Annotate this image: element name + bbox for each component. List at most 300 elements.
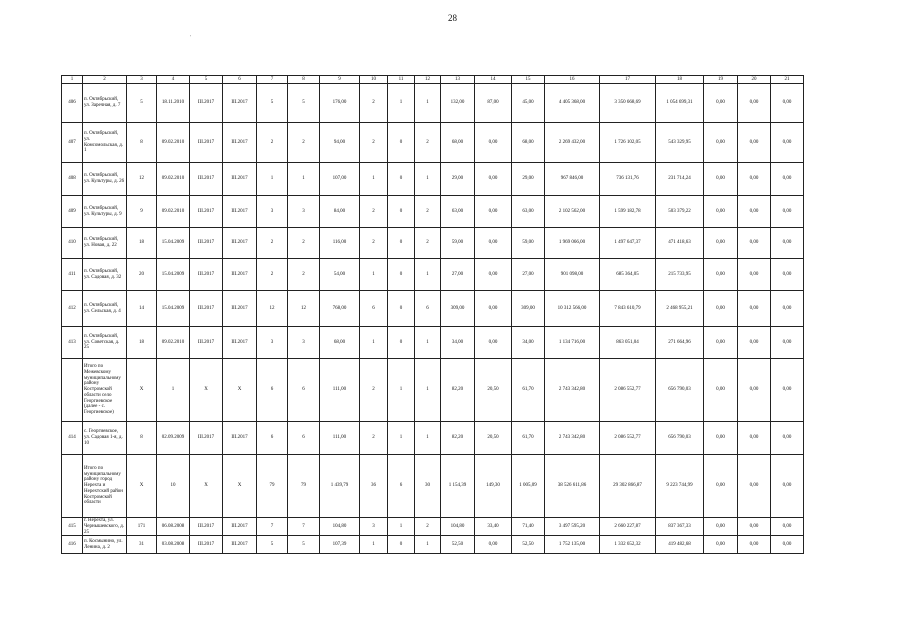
table-cell: 20 xyxy=(127,259,157,291)
table-cell: 2 660 227,87 xyxy=(600,518,656,536)
table-cell: X xyxy=(223,455,257,518)
table-cell: 2 xyxy=(288,259,320,291)
table-cell: 0,00 xyxy=(475,228,512,259)
table-cell: 3 350 668,69 xyxy=(600,84,656,123)
table-cell: 2 xyxy=(415,518,441,536)
table-cell: 0,00 xyxy=(771,359,804,422)
table-cell: 8 xyxy=(127,123,157,163)
table-cell: 1 752 135,00 xyxy=(545,536,600,554)
table-cell: 5 xyxy=(127,84,157,123)
table-cell: 3 497 595,20 xyxy=(545,518,600,536)
table-cell: 10 xyxy=(157,455,190,518)
table-cell: III.2017 xyxy=(223,291,257,327)
table-cell: 0,00 xyxy=(771,196,804,228)
table-cell: 1 xyxy=(415,327,441,359)
table-cell: 61,70 xyxy=(512,359,545,422)
table-cell: 79 xyxy=(288,455,320,518)
table-cell: 94,00 xyxy=(320,123,360,163)
table-cell: 0,00 xyxy=(738,196,771,228)
table-cell: 0,00 xyxy=(738,291,771,327)
table-cell: 0,00 xyxy=(704,84,738,123)
table-cell: 416 xyxy=(62,536,83,554)
table-cell xyxy=(62,359,83,422)
table-cell: 9 xyxy=(127,196,157,228)
table-cell: 84,00 xyxy=(320,196,360,228)
table-cell: 61,70 xyxy=(512,422,545,455)
table-cell: 12 xyxy=(127,163,157,196)
table-cell: 1 726 102,05 xyxy=(600,123,656,163)
table-cell: 7 xyxy=(288,518,320,536)
table-cell: X xyxy=(190,359,223,422)
table-cell: 1 xyxy=(388,359,415,422)
table-cell: 656 790,03 xyxy=(656,359,704,422)
table-cell: 1 xyxy=(415,84,441,123)
table-cell: 59,00 xyxy=(512,228,545,259)
table-cell: 0,00 xyxy=(738,359,771,422)
table-cell: 29,00 xyxy=(512,163,545,196)
table-cell: III.2017 xyxy=(190,327,223,359)
table-cell: 02.09.2009 xyxy=(157,422,190,455)
address-cell: п. Октябрьский, ул. Советская, д. 25 xyxy=(83,327,127,359)
table-cell: 59,00 xyxy=(441,228,475,259)
table-cell: 54,00 xyxy=(320,259,360,291)
table-cell: 0,00 xyxy=(771,455,804,518)
table-cell: 149,30 xyxy=(475,455,512,518)
table-cell: III.2017 xyxy=(223,327,257,359)
table-cell: 09.02.2010 xyxy=(157,196,190,228)
column-number-cell: 1 xyxy=(62,76,83,84)
table-cell: 409 xyxy=(62,196,83,228)
table-body xyxy=(62,76,804,554)
table-cell: 0,00 xyxy=(771,422,804,455)
table-row xyxy=(62,259,804,291)
table-cell: III.2017 xyxy=(223,422,257,455)
table-cell: X xyxy=(223,359,257,422)
table-cell: 0 xyxy=(388,536,415,554)
table-cell: 271 664,96 xyxy=(656,327,704,359)
table-cell: 6 xyxy=(288,359,320,422)
column-number-cell: 10 xyxy=(360,76,388,84)
table-cell: III.2017 xyxy=(223,163,257,196)
table-cell: 1 134 716,00 xyxy=(545,327,600,359)
table-cell: 0,00 xyxy=(704,228,738,259)
table-cell: 36 xyxy=(360,455,388,518)
table-cell: 03.08.2008 xyxy=(157,536,190,554)
table-row xyxy=(62,518,804,536)
table-row xyxy=(62,327,804,359)
table-cell: 1 xyxy=(388,422,415,455)
table-cell: III.2017 xyxy=(190,163,223,196)
table-cell: III.2017 xyxy=(190,84,223,123)
table-cell: 68,00 xyxy=(320,327,360,359)
table-cell: 20,50 xyxy=(475,422,512,455)
table-cell: 0,00 xyxy=(771,228,804,259)
table-cell: 471 418,63 xyxy=(656,228,704,259)
table-cell: 2 xyxy=(288,123,320,163)
column-number-cell: 4 xyxy=(157,76,190,84)
table-cell: 31 xyxy=(127,536,157,554)
column-number-cell: 17 xyxy=(600,76,656,84)
table-cell: III.2017 xyxy=(190,536,223,554)
table-cell: 0,00 xyxy=(738,422,771,455)
table-cell: 0,00 xyxy=(771,123,804,163)
table-cell: 685 364,05 xyxy=(600,259,656,291)
table-cell: 111,00 xyxy=(320,422,360,455)
table-cell: 1 054 699,31 xyxy=(656,84,704,123)
table-cell: III.2017 xyxy=(190,196,223,228)
column-number-cell: 15 xyxy=(512,76,545,84)
table-cell: 52,50 xyxy=(441,536,475,554)
table-cell: 0,00 xyxy=(704,327,738,359)
address-cell: п. Октябрьский, ул. Новая, д. 22 xyxy=(83,228,127,259)
table-cell: 82,20 xyxy=(441,359,475,422)
table-cell: III.2017 xyxy=(223,123,257,163)
column-number-cell: 19 xyxy=(704,76,738,84)
table-cell: 411 xyxy=(62,259,83,291)
table-cell: 30 xyxy=(415,455,441,518)
table-cell: 09.02.2010 xyxy=(157,327,190,359)
table-cell: 0,00 xyxy=(738,163,771,196)
table-cell: 171 xyxy=(127,518,157,536)
table-cell: 2 743 342,80 xyxy=(545,422,600,455)
table-cell: 901 098,00 xyxy=(545,259,600,291)
table-cell: 5 xyxy=(288,536,320,554)
address-cell: Итого по Межевскому муниципальному району Костромской области село Георгиевское (далее - с. Георгиевское) xyxy=(83,359,127,422)
table-cell: 1 xyxy=(415,259,441,291)
table-cell: 107,39 xyxy=(320,536,360,554)
table-cell: 2 xyxy=(360,422,388,455)
table-cell: 0,00 xyxy=(475,196,512,228)
table-cell: 1 xyxy=(288,163,320,196)
table-cell: 419 482,68 xyxy=(656,536,704,554)
table-cell: 116,00 xyxy=(320,228,360,259)
table-cell: 12 xyxy=(288,291,320,327)
table-cell: 2 xyxy=(257,123,288,163)
table-cell: III.2017 xyxy=(190,123,223,163)
table-cell: 2 xyxy=(257,228,288,259)
address-cell: п. Октябрьский, ул. Садовая, д. 32 xyxy=(83,259,127,291)
table-cell: 0,00 xyxy=(704,536,738,554)
table-cell: 34,00 xyxy=(441,327,475,359)
table-cell: 107,00 xyxy=(320,163,360,196)
table-cell: 3 xyxy=(360,518,388,536)
table-cell: 656 790,03 xyxy=(656,422,704,455)
table-cell: 2 xyxy=(257,259,288,291)
table-cell: 6 xyxy=(288,422,320,455)
table-cell: 408 xyxy=(62,163,83,196)
table-cell: 414 xyxy=(62,422,83,455)
table-cell: 5 xyxy=(257,84,288,123)
table-cell: 82,20 xyxy=(441,422,475,455)
table-cell: 1 005,09 xyxy=(512,455,545,518)
table-cell: 0 xyxy=(388,123,415,163)
table-cell: 1 xyxy=(360,536,388,554)
table-cell: 2 269 432,00 xyxy=(545,123,600,163)
table-cell: 3 xyxy=(257,327,288,359)
table-cell: 736 131,76 xyxy=(600,163,656,196)
table-cell: 1 599 182,78 xyxy=(600,196,656,228)
table-cell: 6 xyxy=(360,291,388,327)
table-cell: 27,00 xyxy=(441,259,475,291)
table-cell: 2 xyxy=(360,359,388,422)
table-row xyxy=(62,455,804,518)
table-cell: III.2017 xyxy=(190,228,223,259)
table-cell: III.2017 xyxy=(223,518,257,536)
table-cell: 1 xyxy=(388,84,415,123)
column-number-cell: 6 xyxy=(223,76,257,84)
table-cell: 967 846,00 xyxy=(545,163,600,196)
address-cell: г. Нерехта, ул. Чернышевского, д. 25 xyxy=(83,518,127,536)
table-cell: 1 xyxy=(257,163,288,196)
table-cell: 837 367,33 xyxy=(656,518,704,536)
table-cell: 1 xyxy=(360,259,388,291)
column-number-cell: 7 xyxy=(257,76,288,84)
table-cell: 1 xyxy=(415,163,441,196)
table-cell: 104,80 xyxy=(441,518,475,536)
column-number-cell: 11 xyxy=(388,76,415,84)
table-cell: 0,00 xyxy=(475,259,512,291)
table-cell: 1 332 652,32 xyxy=(600,536,656,554)
table-cell: 29,00 xyxy=(441,163,475,196)
table-cell: 0,00 xyxy=(738,327,771,359)
table-cell xyxy=(62,455,83,518)
table-cell: 8 xyxy=(127,422,157,455)
table-cell: 0 xyxy=(388,291,415,327)
address-cell: с. Георгиевское, ул. Садовая 1-я, д. 10 xyxy=(83,422,127,455)
table-cell: 0,00 xyxy=(771,291,804,327)
table-cell: 0,00 xyxy=(738,536,771,554)
table-cell: 3 xyxy=(288,196,320,228)
table-cell: 15.04.2009 xyxy=(157,259,190,291)
table-row xyxy=(62,163,804,196)
table-cell: 33,40 xyxy=(475,518,512,536)
table-cell: 06.08.2008 xyxy=(157,518,190,536)
table-row xyxy=(62,359,804,422)
column-number-cell: 8 xyxy=(288,76,320,84)
table-cell: 1 xyxy=(415,422,441,455)
table-cell: 309,00 xyxy=(441,291,475,327)
table-cell: 1 969 066,00 xyxy=(545,228,600,259)
address-cell: п. Октябрьский, ул. Культуры, д. 26 xyxy=(83,163,127,196)
table-cell: 0,00 xyxy=(738,84,771,123)
table-cell: 6 xyxy=(388,455,415,518)
table-cell: 63,00 xyxy=(441,196,475,228)
table-cell: 413 xyxy=(62,327,83,359)
table-cell: 410 xyxy=(62,228,83,259)
table-cell: 0 xyxy=(388,163,415,196)
table-cell: 2 xyxy=(360,84,388,123)
table-cell: 2 102 562,00 xyxy=(545,196,600,228)
table-cell: 1 xyxy=(388,518,415,536)
table-cell: 1 xyxy=(415,359,441,422)
column-number-cell: 20 xyxy=(738,76,771,84)
address-cell: п. Октябрьский, ул. Сельская, д. 4 xyxy=(83,291,127,327)
table-cell: 6 xyxy=(415,291,441,327)
table-cell: 0,00 xyxy=(704,163,738,196)
table-cell: 0,00 xyxy=(475,327,512,359)
table-cell: 0 xyxy=(388,228,415,259)
table-cell: 71,40 xyxy=(512,518,545,536)
table-cell: 2 xyxy=(415,228,441,259)
table-cell: 0,00 xyxy=(704,259,738,291)
table-cell: 0 xyxy=(388,259,415,291)
table-cell: 9 223 744,99 xyxy=(656,455,704,518)
table-cell: 5 xyxy=(257,536,288,554)
table-cell: 38 526 611,86 xyxy=(545,455,600,518)
table-cell: 68,00 xyxy=(441,123,475,163)
column-number-cell: 5 xyxy=(190,76,223,84)
table-cell: 2 xyxy=(288,228,320,259)
table-cell: 406 xyxy=(62,84,83,123)
table-cell: 34,00 xyxy=(512,327,545,359)
column-number-cell: 3 xyxy=(127,76,157,84)
table-cell: X xyxy=(127,455,157,518)
table-cell: 309,00 xyxy=(512,291,545,327)
table-cell: 45,00 xyxy=(512,84,545,123)
table-cell: 0,00 xyxy=(704,455,738,518)
column-number-cell: 2 xyxy=(83,76,127,84)
column-number-cell: 18 xyxy=(656,76,704,84)
table-cell: 543 329,95 xyxy=(656,123,704,163)
table-row xyxy=(62,291,804,327)
table-cell: 0,00 xyxy=(475,123,512,163)
table-cell: 111,00 xyxy=(320,359,360,422)
address-cell: п. Октябрьский, ул. Комсомольская, д. 1 xyxy=(83,123,127,163)
table-cell: 0,00 xyxy=(704,518,738,536)
table-cell: III.2017 xyxy=(223,196,257,228)
table-cell: 0,00 xyxy=(704,359,738,422)
table-row xyxy=(62,536,804,554)
table-cell: 14 xyxy=(127,291,157,327)
table-cell: III.2017 xyxy=(223,536,257,554)
stray-mark: ' xyxy=(190,35,192,41)
table-cell: 27,00 xyxy=(512,259,545,291)
table-cell: 0,00 xyxy=(771,259,804,291)
table-cell: 415 xyxy=(62,518,83,536)
table-cell: 0,00 xyxy=(704,196,738,228)
table-cell: 503 379,22 xyxy=(656,196,704,228)
table-cell: 6 xyxy=(257,359,288,422)
table-cell: 0,00 xyxy=(475,291,512,327)
table-cell: III.2017 xyxy=(190,259,223,291)
table-cell: 0,00 xyxy=(475,536,512,554)
table-cell: 768,00 xyxy=(320,291,360,327)
table-cell: X xyxy=(127,359,157,422)
table-cell: III.2017 xyxy=(190,518,223,536)
table-cell: 407 xyxy=(62,123,83,163)
table-cell: 231 714,24 xyxy=(656,163,704,196)
table-cell: 104,80 xyxy=(320,518,360,536)
table-cell: 0,00 xyxy=(738,123,771,163)
table-cell: 1 xyxy=(360,163,388,196)
table-cell: 09.02.2010 xyxy=(157,163,190,196)
table-cell: 68,00 xyxy=(512,123,545,163)
table-cell: 52,50 xyxy=(512,536,545,554)
table-row xyxy=(62,228,804,259)
table-cell: 20,50 xyxy=(475,359,512,422)
table-cell: 0,00 xyxy=(771,518,804,536)
table-cell: 1 154,39 xyxy=(441,455,475,518)
table-cell: 15.04.2009 xyxy=(157,228,190,259)
table-cell: 176,00 xyxy=(320,84,360,123)
table-cell: 0,00 xyxy=(738,259,771,291)
table-cell: 2 xyxy=(415,123,441,163)
column-number-cell: 14 xyxy=(475,76,512,84)
table-cell: 5 xyxy=(288,84,320,123)
table-cell: 0 xyxy=(388,327,415,359)
table-cell: 863 051,04 xyxy=(600,327,656,359)
table-cell: 0 xyxy=(388,196,415,228)
table-cell: 0,00 xyxy=(738,455,771,518)
housing-register-table xyxy=(61,75,804,554)
table-cell: III.2017 xyxy=(190,291,223,327)
table-cell: 2 xyxy=(360,228,388,259)
column-number-cell: 21 xyxy=(771,76,804,84)
table-cell: 0,00 xyxy=(771,84,804,123)
table-cell: 1 xyxy=(360,327,388,359)
address-cell: Итого по муниципальному району город Нерехта и Нерехтский район Костромской области xyxy=(83,455,127,518)
table-cell: 7 xyxy=(257,518,288,536)
table-cell: 2 743 342,80 xyxy=(545,359,600,422)
table-cell: X xyxy=(190,455,223,518)
column-number-cell: 12 xyxy=(415,76,441,84)
table-cell: 215 733,95 xyxy=(656,259,704,291)
table-cell: 15.04.2009 xyxy=(157,291,190,327)
table-cell: 0,00 xyxy=(704,422,738,455)
table-cell: 2 086 552,77 xyxy=(600,359,656,422)
table-cell: 2 086 552,77 xyxy=(600,422,656,455)
column-number-cell: 9 xyxy=(320,76,360,84)
table-cell: 0,00 xyxy=(771,327,804,359)
table-cell: 1 497 647,37 xyxy=(600,228,656,259)
column-number-cell: 13 xyxy=(441,76,475,84)
table-cell: 0,00 xyxy=(738,518,771,536)
column-number-cell: 16 xyxy=(545,76,600,84)
table-row xyxy=(62,84,804,123)
page-number: 28 xyxy=(448,13,457,23)
table-cell: III.2017 xyxy=(223,259,257,291)
table-cell: 3 xyxy=(257,196,288,228)
table-cell: 1 xyxy=(157,359,190,422)
table-cell: 2 xyxy=(360,196,388,228)
table-cell: 0,00 xyxy=(704,123,738,163)
table-cell: 7 843 610,79 xyxy=(600,291,656,327)
address-cell: п. Октябрьский, ул. Заречная, д. 7 xyxy=(83,84,127,123)
table-cell: 0,00 xyxy=(475,163,512,196)
table-cell: III.2017 xyxy=(223,228,257,259)
column-number-row xyxy=(62,76,804,84)
table-cell: III.2017 xyxy=(223,84,257,123)
address-cell: п. Космынино, ул. Ленина, д. 2 xyxy=(83,536,127,554)
table-cell: 87,00 xyxy=(475,84,512,123)
table-cell: 4 405 368,00 xyxy=(545,84,600,123)
table-cell: 0,00 xyxy=(704,291,738,327)
table-cell: 18.11.2010 xyxy=(157,84,190,123)
table-cell: 0,00 xyxy=(771,163,804,196)
address-cell: п. Октябрьский, ул. Культуры, д. 9 xyxy=(83,196,127,228)
table-cell: 10 312 566,00 xyxy=(545,291,600,327)
table-row xyxy=(62,422,804,455)
table-cell: 132,00 xyxy=(441,84,475,123)
table-cell: 18 xyxy=(127,228,157,259)
table-cell: 79 xyxy=(257,455,288,518)
table-cell: 29 302 866,87 xyxy=(600,455,656,518)
table-cell: 12 xyxy=(257,291,288,327)
table-cell: 0,00 xyxy=(771,536,804,554)
table-cell: 2 468 955,21 xyxy=(656,291,704,327)
table-cell: 18 xyxy=(127,327,157,359)
table-cell: 63,00 xyxy=(512,196,545,228)
